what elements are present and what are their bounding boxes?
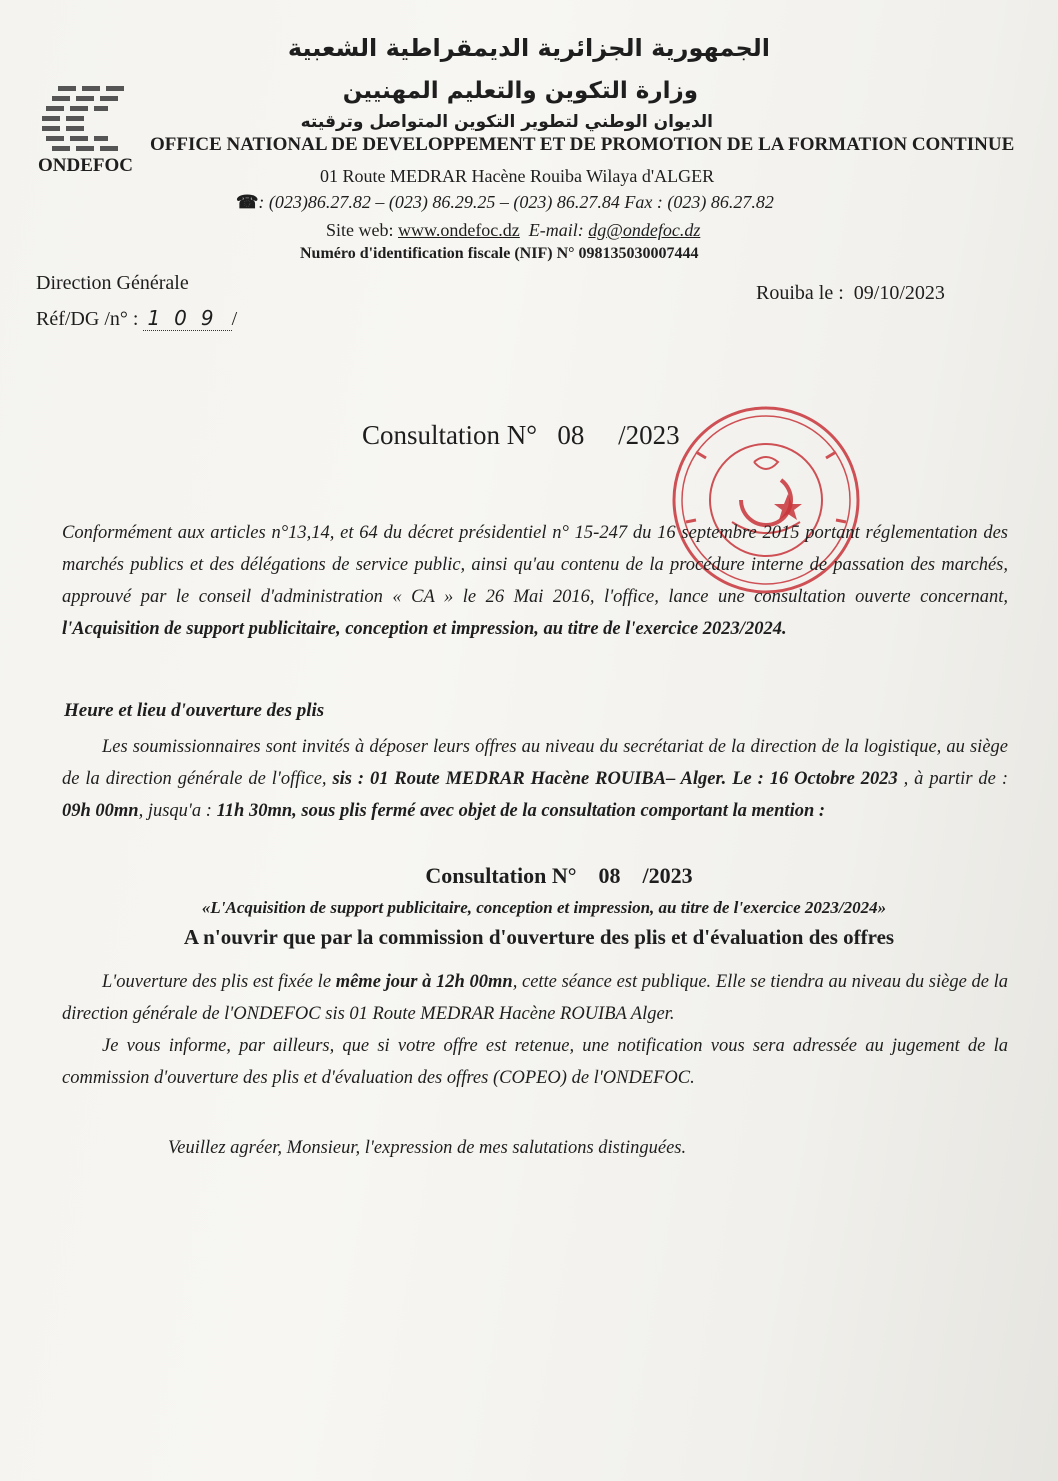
logo-text: ONDEFOC (38, 155, 133, 176)
email-link[interactable]: dg@ondefoc.dz (588, 220, 701, 240)
submission-start-time: 09h 00mn (62, 801, 139, 821)
phone-line (236, 192, 774, 213)
office-name: OFFICE NATIONAL DE DEVELOPPEMENT ET DE PROMOTION DE LA FORMATION CONTINUE (150, 134, 1015, 155)
mention-object (0, 898, 1058, 918)
notification-paragraph: Je vous informe, par ailleurs, que si votre offre est retenue, une notification vous sera adressée au jugement de la commission d'ouverture des plis et d'évaluation des offres (COPEO) de l'ONDEFOC. (62, 1036, 1008, 1088)
reference-number: 109 (143, 306, 231, 331)
title-label: Consultation N° (362, 420, 538, 450)
site-label: Site web: (326, 220, 394, 240)
mention-year: /2023 (642, 863, 693, 888)
opening-time: même jour à 12h 00mn (335, 972, 513, 992)
mention-warning (0, 925, 1058, 950)
mention-number: 08 (598, 863, 621, 888)
section-heading: Heure et lieu d'ouverture des plis (64, 700, 325, 721)
submission-text-2: , à partir de : (897, 769, 1008, 789)
email-label: E-mail: (528, 220, 584, 240)
reference-line: Réf/DG /n° : 109 / (36, 306, 238, 330)
direction-label: Direction Générale (36, 272, 189, 294)
site-link[interactable]: www.ondefoc.dz (398, 220, 520, 240)
submission-text-3: , jusqu'a : (138, 801, 217, 821)
phone-icon: ☎ (236, 192, 259, 212)
intro-text: Conformément aux articles n°13,14, et 64 du décret présidentiel n° 15-247 du 16 septembre 2015 portant réglementation des marchés publics et des délégations de service public, ainsi qu'au contenu de la procédure interne de passation des marchés, approuvé par le conseil d'administration « CA » le 26 Mai 2016, l'office, lance une consultation ouverte concernant, (62, 523, 1008, 607)
reference-label: Réf/DG /n° : (36, 308, 139, 330)
office-address: 01 Route MEDRAR Hacène Rouiba Wilaya d'ALGER (320, 166, 715, 186)
mention-warning-text: A n'ouvrir que par la commission d'ouverture des plis et d'évaluation des offres (183, 925, 895, 949)
title-number: 08 (557, 420, 585, 450)
submission-paragraph (62, 731, 1008, 827)
arabic-ministry-line: وزارة التكوين والتعليم المهنيين (342, 78, 698, 104)
page-title (362, 420, 680, 451)
submission-end-time: 11h 30mn, sous plis fermé avec objet de la consultation comportant la mention : (216, 801, 826, 821)
date-line (756, 282, 945, 305)
opening-text-2: , cette séance est publique. Elle se tiendra au niveau du siège de la direction générale de l'ONDEFOC sis 01 Route MEDRAR Hacène ROUIBA Alger. (62, 972, 1008, 1024)
submission-address: sis : 01 Route MEDRAR Hacène ROUIBA– Alger. Le : 16 Octobre 2023 (332, 769, 898, 789)
arabic-office-line: الديوان الوطني لتطوير التكوين المتواصل وترقيته (300, 112, 713, 132)
mention-label: Consultation N° (425, 863, 577, 888)
submission-text-1: Les soumissionnaires sont invités à déposer leurs offres au niveau du secrétariat de la direction de la logistique, au siège de la direction générale de l'office, (62, 737, 1008, 789)
contact-line (326, 220, 700, 241)
date-label: Rouiba le : (756, 282, 844, 304)
title-year: /2023 (618, 420, 680, 450)
phone-numbers: : (023)86.27.82 – (023) 86.29.25 – (023) 86.27.84 Fax : (023) 86.27.82 (258, 192, 774, 212)
mention-title (0, 863, 1058, 889)
opening-text-1: L'ouverture des plis est fixée le (102, 972, 336, 992)
nif-line: Numéro d'identification fiscale (NIF) N° 098135030007444 (300, 245, 699, 262)
closing-salutation: Veuillez agréer, Monsieur, l'expression de mes salutations distinguées. (168, 1138, 687, 1158)
date-value: 09/10/2023 (853, 282, 945, 304)
intro-bold-object: l'Acquisition de support publicitaire, conception et impression, au titre de l'exercice 2023/2024. (62, 619, 787, 639)
intro-paragraph (62, 517, 1008, 645)
mention-object-text: «L'Acquisition de support publicitaire, conception et impression, au titre de l'exercice 2023/2024» (201, 898, 887, 917)
opening-paragraph (62, 966, 1008, 1030)
arabic-republic-line: الجمهورية الجزائرية الديمقراطية الشعبية (287, 34, 770, 62)
